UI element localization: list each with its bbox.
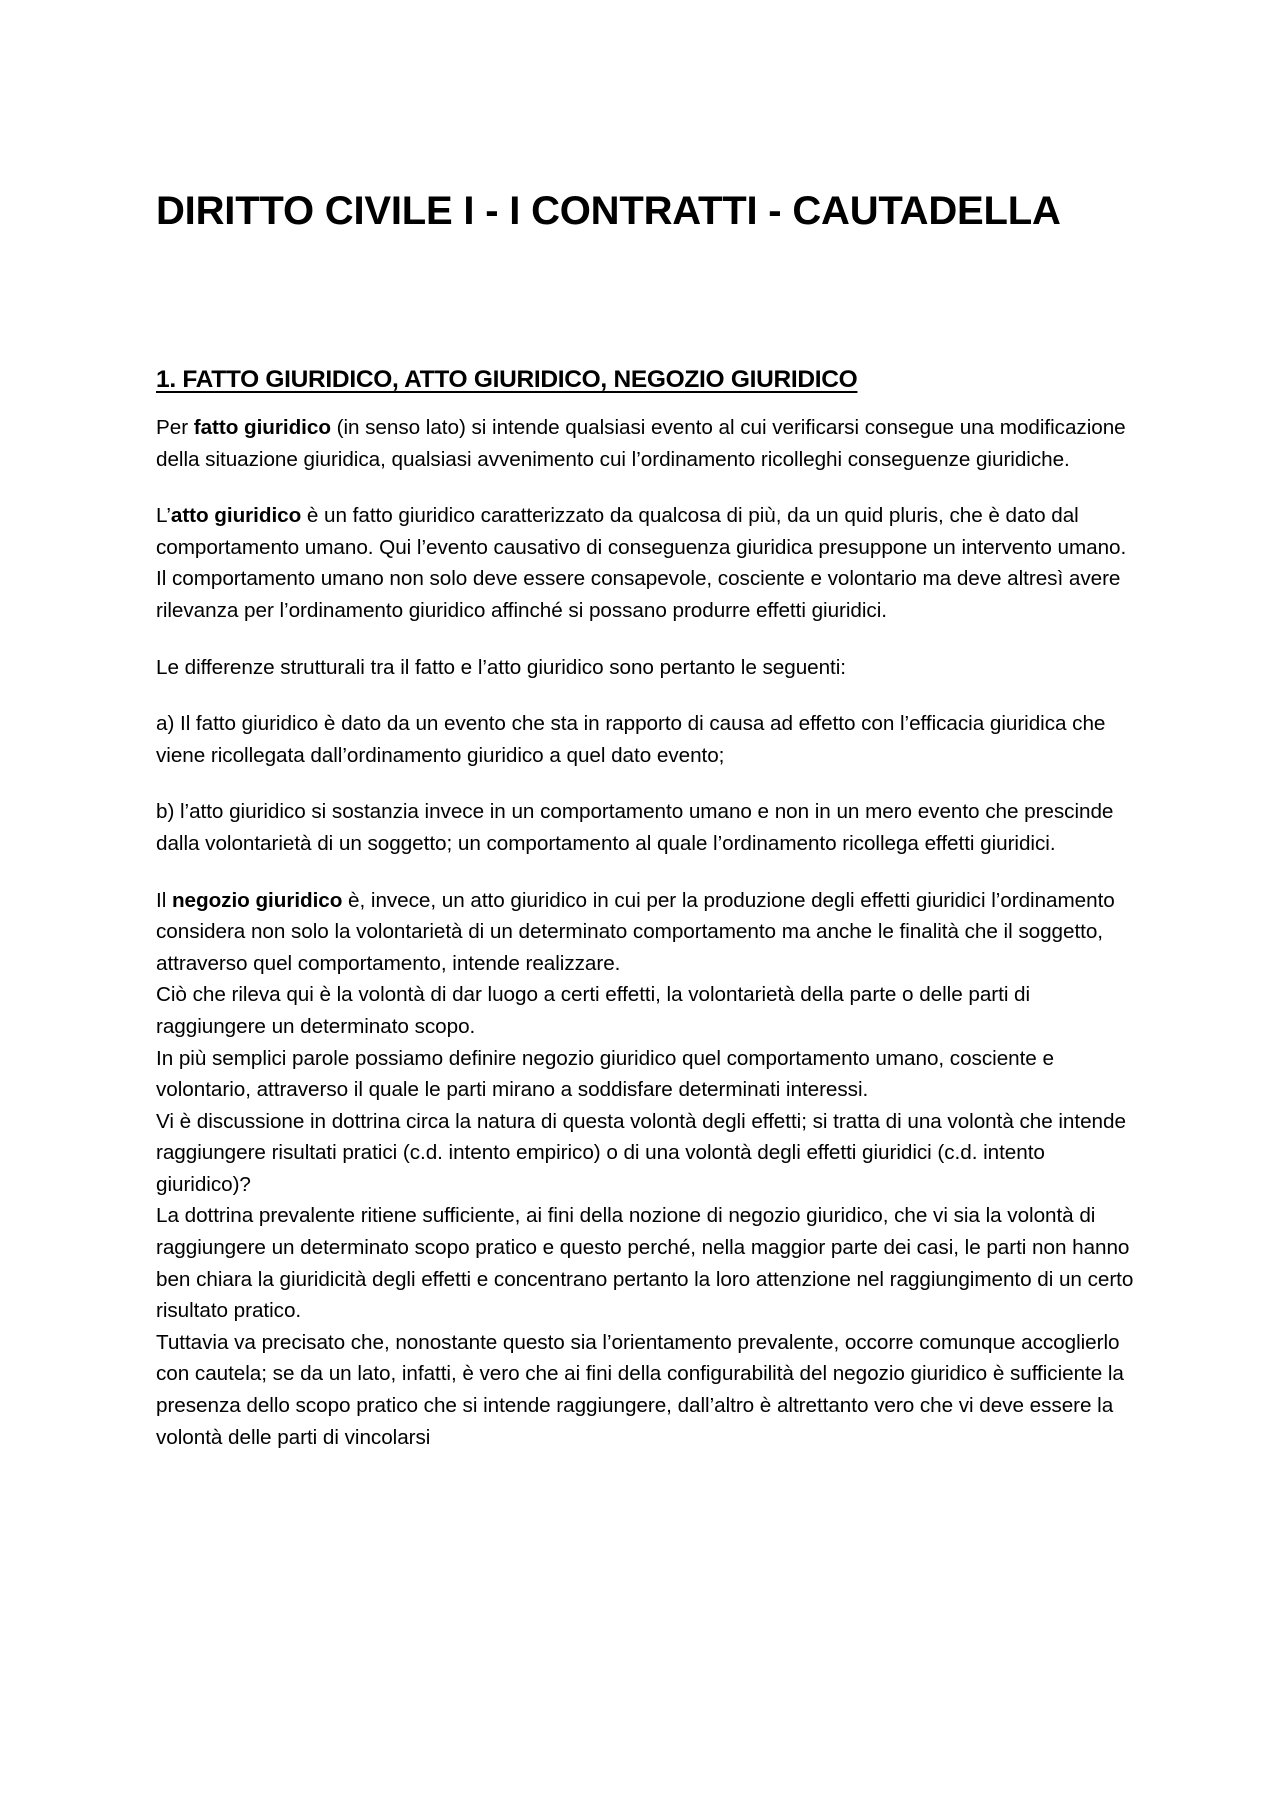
paragraph-volonta: Ciò che rileva qui è la volontà di dar luogo a certi effetti, la volontarietà della parte o delle parti di raggiungere un determinato scopo. bbox=[156, 983, 1031, 1038]
section-body bbox=[156, 412, 1138, 1453]
document-content bbox=[156, 182, 1138, 1453]
document-title: DIRITTO CIVILE I - I CONTRATTI - CAUTADELLA bbox=[156, 189, 1061, 233]
paragraph-atto-giuridico bbox=[156, 500, 1138, 626]
paragraph-text: Il bbox=[156, 888, 172, 912]
paragraph-text: è un fatto giuridico caratterizzato da qualcosa di più, da un quid pluris, che è dato dal comportamento umano. Qui l’evento causativo di conseguenza giuridica presuppone un intervento umano. Il comportamento umano non solo deve essere consapevole, cosciente e volontario ma deve altresì avere rilevanza per l’ordinamento giuridico affinché si possano produrre effetti giuridici. bbox=[156, 504, 1127, 622]
paragraph-text: Per bbox=[156, 416, 194, 439]
paragraph-tuttavia: Tuttavia va precisato che, nonostante questo sia l’orientamento prevalente, occorre comunque accoglierlo con cautela; se da un lato, infatti, è vero che ai fini della configurabilità del negozio giuridico è sufficiente la presenza dello scopo pratico che si intende raggiungere, dall’altro è altrettanto vero che vi deve essere la volontà delle parti di vincolarsi bbox=[156, 1330, 1124, 1449]
paragraph-discussione: Vi è discussione in dottrina circa la natura di questa volontà degli effetti; si tratta di una volontà che intende raggiungere risultati pratici (c.d. intento empirico) o di una volontà degli effetti giuridici (c.d. intento giuridico)? bbox=[156, 1109, 1126, 1196]
bold-term-negozio-giuridico: negozio giuridico bbox=[171, 888, 343, 912]
paragraph-text: L’ bbox=[156, 504, 171, 528]
bold-term-fatto-giuridico: fatto giuridico bbox=[193, 416, 331, 439]
paragraph-fatto-giuridico bbox=[156, 412, 1138, 475]
section-heading: 1. FATTO GIURIDICO, ATTO GIURIDICO, NEGOZIO GIURIDICO bbox=[156, 366, 858, 393]
paragraph-definizione: In più semplici parole possiamo definire negozio giuridico quel comportamento umano, cosciente e volontario, attraverso il quale le parti mirano a soddisfare determinati interessi. bbox=[156, 1046, 1054, 1102]
paragraph-text: (in senso lato) si intende qualsiasi evento al cui verificarsi consegue una modificazione della situazione giuridica, qualsiasi avvenimento cui l’ordinamento ricolleghi conseguenze giuridiche. bbox=[156, 416, 1126, 471]
bold-term-atto-giuridico: atto giuridico bbox=[170, 504, 302, 528]
paragraph-text: è, invece, un atto giuridico in cui per la produzione degli effetti giuridici l’ordinamento considera non solo la volontarietà di un determinato comportamento ma anche le finalità che il soggetto, attraverso quel comportamento, intende realizzare. bbox=[156, 888, 1115, 975]
paragraph-point-b: b) l’atto giuridico si sostanzia invece in un comportamento umano e non in un mero evento che prescinde dalla volontarietà di un soggetto; un comportamento al quale l’ordinamento ricollega effetti giuridici. bbox=[156, 800, 1114, 855]
paragraph-differenze: Le differenze strutturali tra il fatto e l’atto giuridico sono pertanto le seguenti: bbox=[156, 655, 847, 679]
paragraph-negozio-giuridico bbox=[156, 885, 1138, 980]
paragraph-point-a: a) Il fatto giuridico è dato da un evento che sta in rapporto di causa ad effetto con l’efficacia giuridica che viene ricollegata dall’ordinamento giuridico a quel dato evento; bbox=[156, 712, 1106, 767]
paragraph-dottrina-prevalente: La dottrina prevalente ritiene sufficiente, ai fini della nozione di negozio giuridico, che vi sia la volontà di raggiungere un determinato scopo pratico e questo perché, nella maggior parte dei casi, le parti non hanno ben chiara la giuridicità degli effetti e concentrano pertanto la loro attenzione nel raggiungimento di un certo risultato pratico. bbox=[156, 1204, 1134, 1323]
